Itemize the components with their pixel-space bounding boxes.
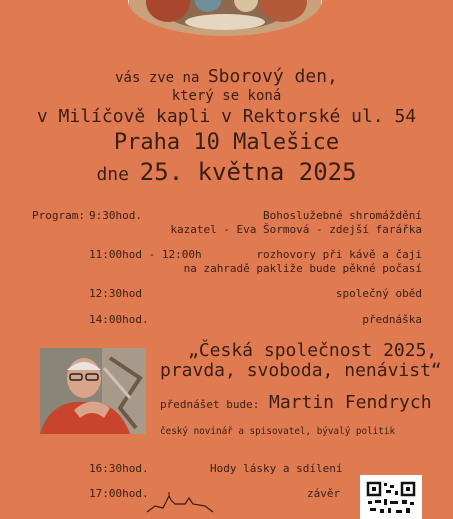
venue-line: v Milíčově kapli v Rektorské ul. 54 (36, 106, 417, 127)
church-sketch-icon (145, 492, 215, 514)
program-time: 16:30hod. (89, 462, 149, 475)
date-prefix: dne (96, 164, 140, 185)
program-time: 9:30hod. (89, 209, 142, 222)
program-label: Program: (32, 209, 85, 222)
speaker-photo (40, 348, 146, 434)
program-desc-2: na zahradě pakliže bude pěkné počasí (183, 262, 422, 275)
program-desc: společný oběd (335, 287, 422, 300)
program-desc: závěr (307, 487, 341, 500)
fresco-image (128, 0, 322, 36)
date-line (0, 158, 453, 186)
city-line: Praha 10 Malešice (113, 130, 340, 155)
program-time: 11:00hod - 12:00h (89, 248, 202, 261)
program-desc: přednáška (362, 313, 422, 326)
program-desc-2: kazatel - Eva Šormová - zdejší farářka (170, 223, 422, 236)
speaker-line (160, 392, 432, 413)
program-time: 12:30hod (89, 287, 142, 300)
qr-code-icon[interactable] (360, 475, 422, 519)
event-date: 25. května 2025 (139, 158, 357, 186)
invitation-line-2: který se koná (171, 88, 282, 104)
invitation-line-1 (0, 66, 453, 87)
speaker-description: český novinář a spisovatel, bývalý politik (160, 426, 396, 437)
speaker-name: Martin Fendrych (268, 392, 432, 413)
program-desc: Hody lásky a sdílení (210, 462, 343, 475)
program-time: 14:00hod. (89, 313, 149, 326)
program-desc: Bohoslužebné shromáždění (263, 209, 422, 222)
program-time: 17:00hod. (89, 487, 149, 500)
speaker-prefix: přednášet bude: (160, 398, 260, 411)
lecture-title-line-2: pravda, svoboda, nenávist“ (160, 360, 442, 381)
invitation-text: vás zve na (115, 70, 208, 86)
lecture-title-line-1: „Česká společnost 2025, (188, 340, 438, 361)
program-desc: rozhovory při kávě a čaji (256, 248, 422, 261)
event-name: Sborový den, (207, 66, 338, 87)
